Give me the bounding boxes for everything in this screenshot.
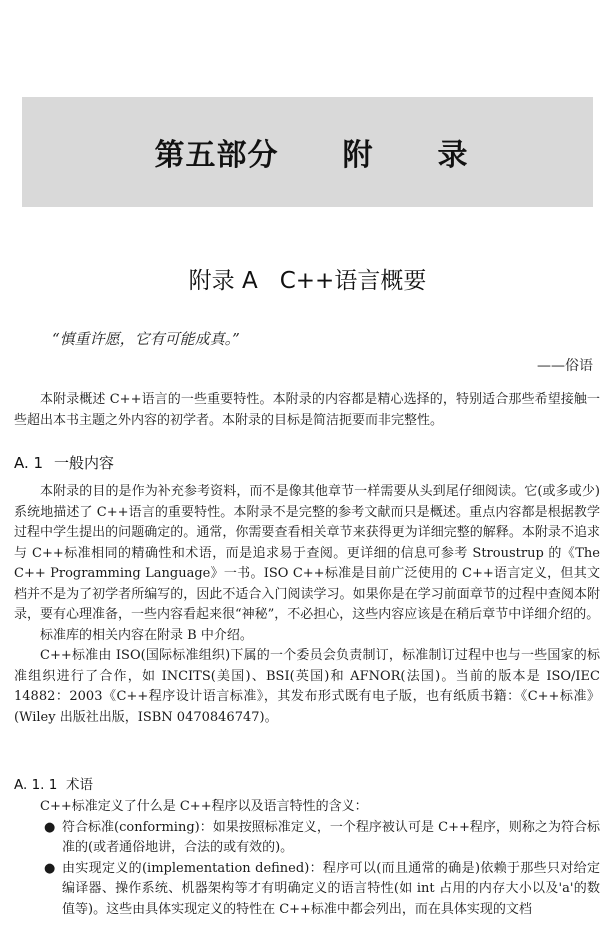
- subsection-title: 术语: [66, 777, 93, 793]
- bullet-icon: ●: [44, 819, 56, 835]
- section-heading-a1: [14, 452, 114, 473]
- intro-block: [14, 390, 600, 431]
- section-number: A. 1: [14, 454, 44, 472]
- section-a1-body: [14, 482, 600, 728]
- bullet-icon: ●: [44, 860, 56, 876]
- part-banner: [22, 97, 593, 207]
- appendix-label: 附录 A: [188, 268, 258, 294]
- epigraph-quote: “慎重许愿，它有可能成真。”: [52, 330, 240, 348]
- appendix-name: C++语言概要: [279, 268, 427, 294]
- part-name-b: 录: [437, 138, 469, 173]
- paragraph: 标准库的相关内容在附录 B 中介绍。: [40, 627, 253, 643]
- appendix-title: [0, 262, 615, 295]
- terminology-list: [14, 818, 600, 921]
- section-title: 一般内容: [54, 454, 115, 472]
- list-item-text: 由实现定义的(implementation defined)：程序可以(而且通常的确是)依赖于那些只对给定编译器、操作系统、机器架构等才有明确定义的语言特性(如 int 占用的内存大小以及'a'的数值等)。这些由具体实现定义的特性在 C++标准中都会列出，而在具体实现的文档: [62, 860, 600, 917]
- subsection-heading-a11: [14, 773, 93, 793]
- part-prefix: 第五部分: [154, 138, 279, 173]
- epigraph-source: ——俗语: [537, 358, 593, 374]
- section-a11-body: [14, 797, 600, 920]
- part-name-a: 附: [342, 138, 374, 173]
- paragraph: C++标准定义了什么是 C++程序以及语言特性的含义：: [40, 799, 368, 814]
- part-title: [155, 130, 469, 174]
- paragraph: 本附录的目的是作为补充参考资料，而不是像其他章节一样需要从头到尾仔细阅读。它(或多或少)系统地描述了 C++语言的重要特性。本附录不是完整的参考文献而只是概述。重点内容都是根据教学过程中学生提出的问题确定的。通常，你需要查看相关章节来获得更为详细完整的解释。本附录不追求与 C++标准相同的精确性和术语，而是追求易于查阅。更详细的信息可参考 Stroustrup 的《The C++ Programming Language》一书。ISO C++标准是目前广泛使用的 C++语言定义，但其文档并不是为了初学者所编写的，因此不适合入门阅读学习。如果你是在学习前面章节的过程中查阅本附录，要有心理准备，一些内容看起来很“神秘”，不必担心，这些内容应该是在稍后章节中详细介绍的。: [14, 484, 600, 622]
- list-item: [14, 818, 600, 859]
- intro-paragraph: 本附录概述 C++语言的一些重要特性。本附录的内容都是精心选择的，特别适合那些希望接触一些超出本书主题之外内容的初学者。本附录的目标是简洁扼要而非完整性。: [14, 392, 600, 428]
- subsection-number: A. 1. 1: [14, 777, 58, 793]
- list-item: [14, 859, 600, 921]
- list-item-text: 符合标准(conforming)：如果按照标准定义，一个程序被认可是 C++程序，则称之为符合标准的(或者通俗地讲，合法的或有效的)。: [62, 819, 600, 855]
- paragraph: C++标准由 ISO(国际标准组织)下属的一个委员会负责制订，标准制订过程中也与一些国家的标准组织进行了合作，如 INCITS(美国)、BSI(英国)和 AFNOR(法国)。当前的版本是 ISO/IEC 14882：2003《C++程序设计语言标准》，其发布形式既有电子版，也有纸质书籍：《C++标准》(Wiley 出版社出版，ISBN 0470846747)。: [14, 648, 600, 725]
